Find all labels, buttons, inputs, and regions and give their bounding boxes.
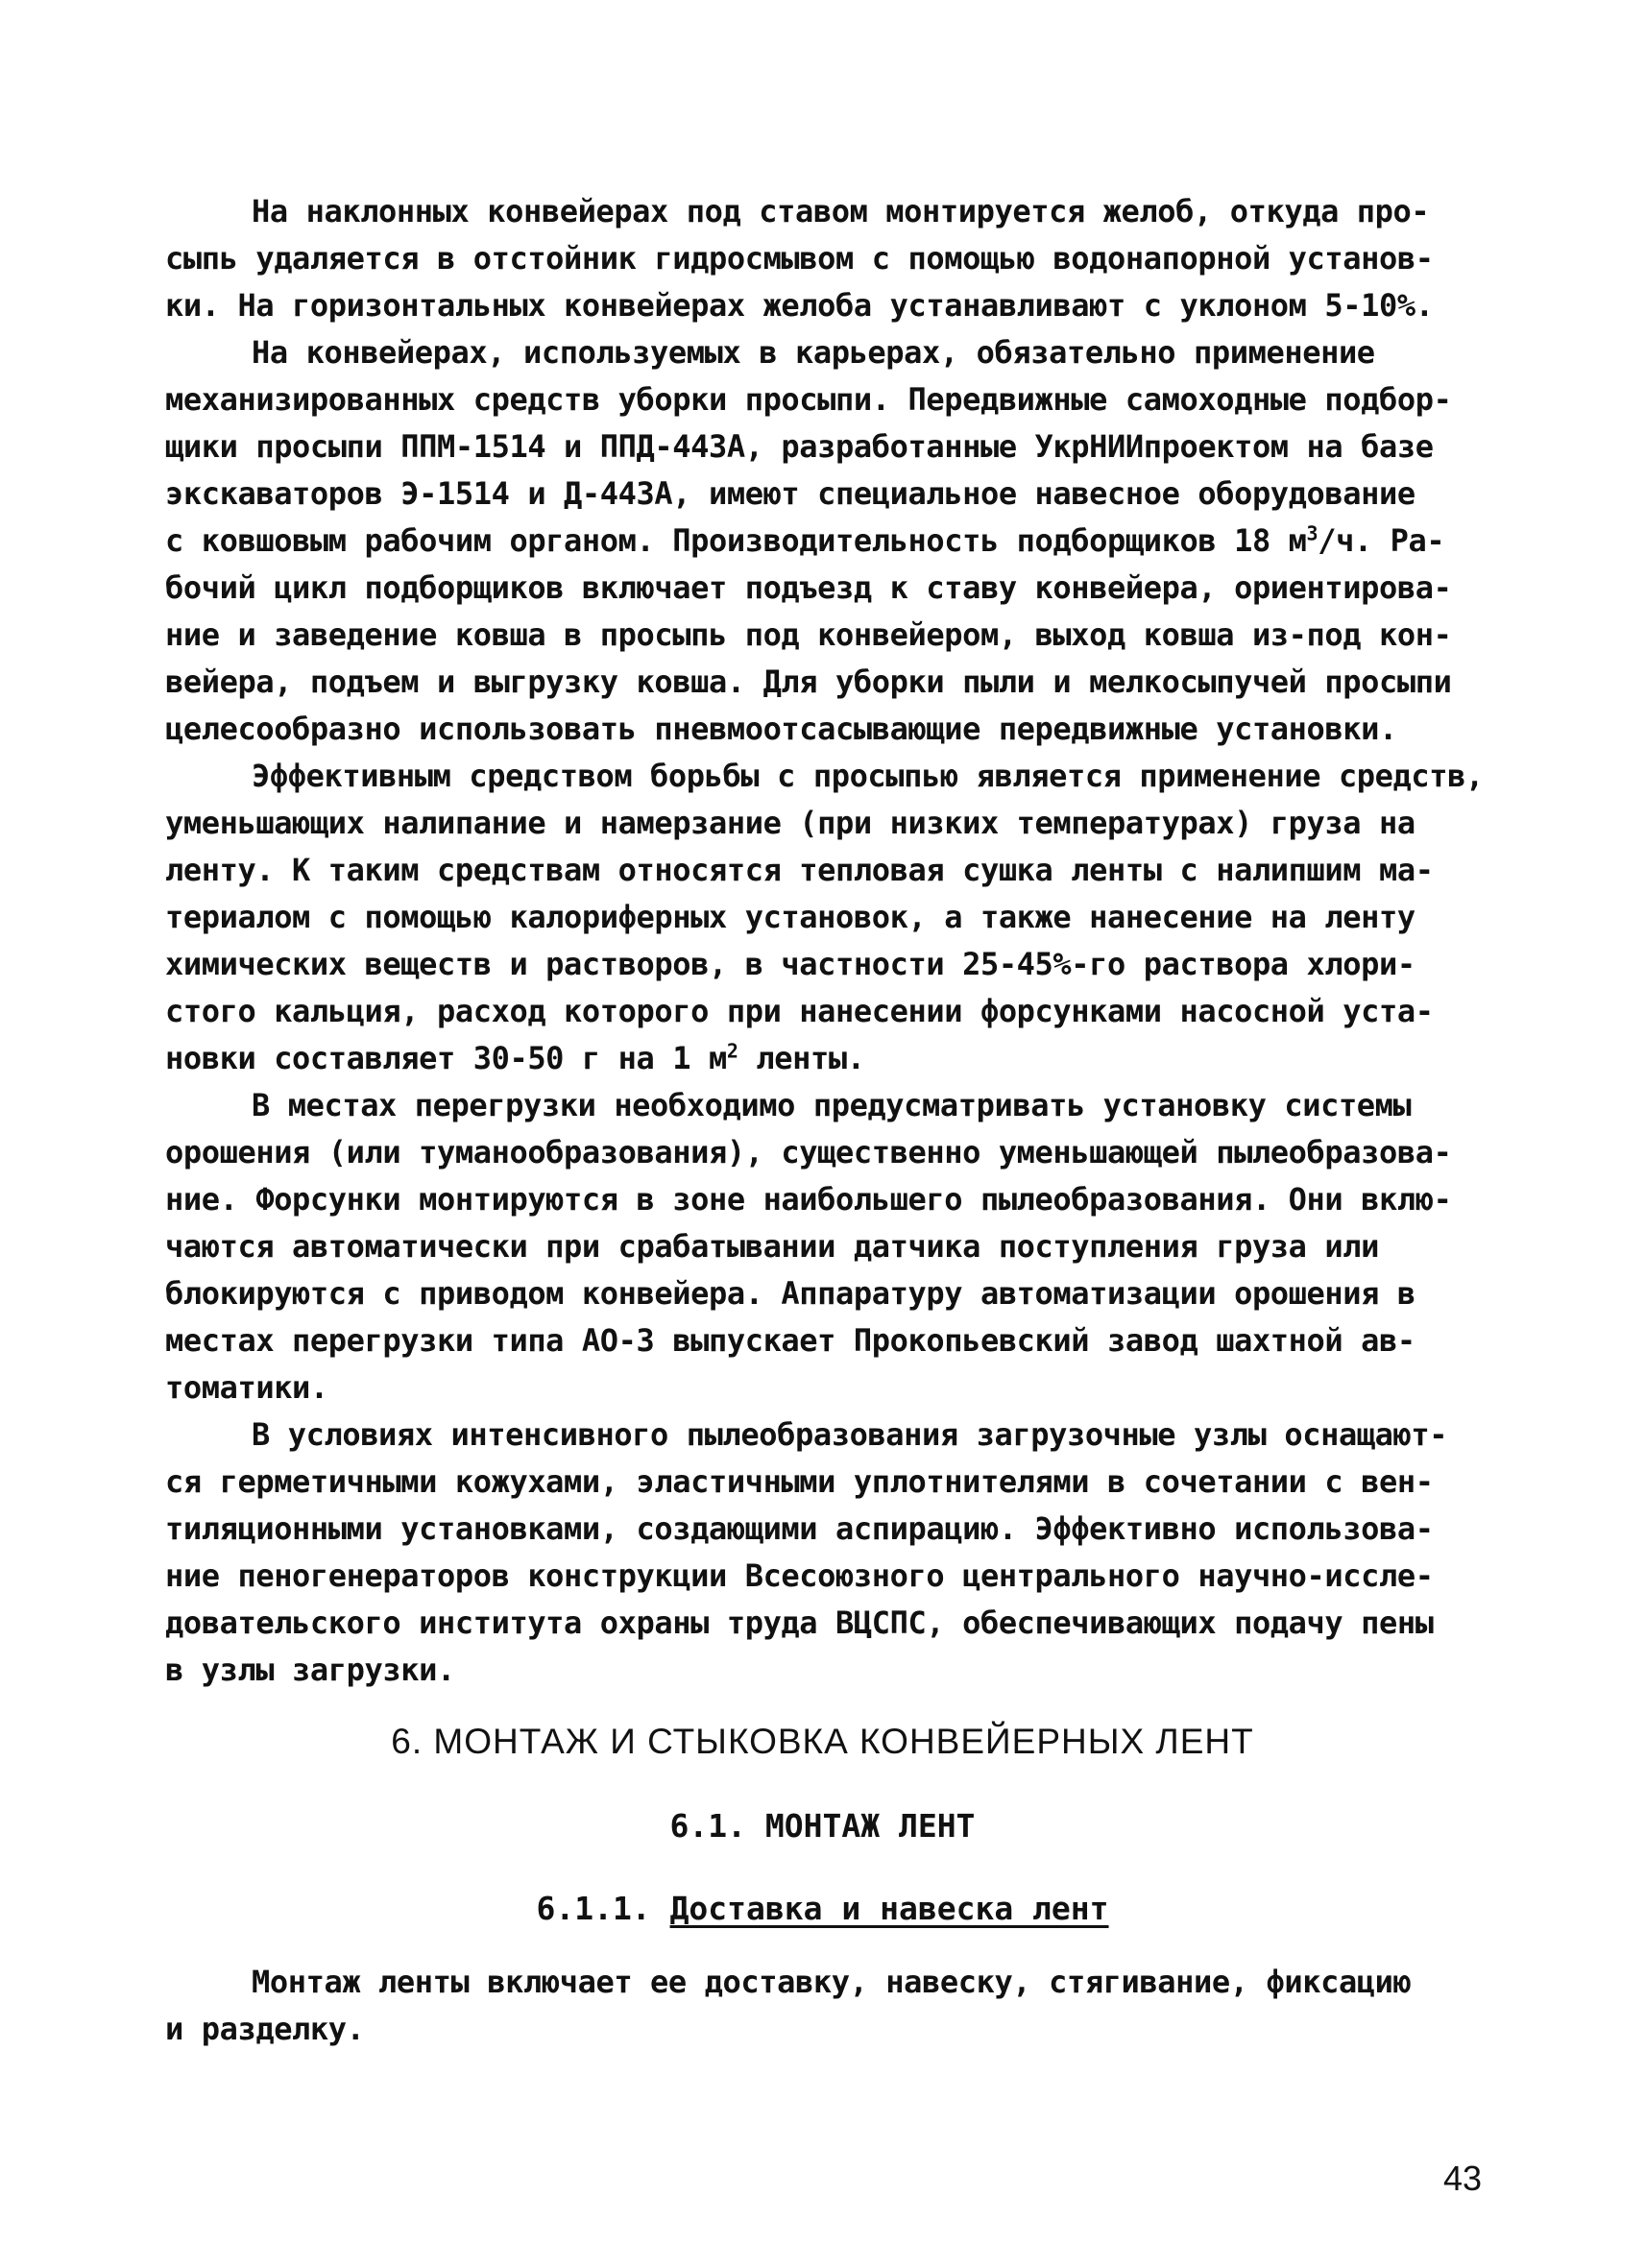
text-fragment: с ковшовым рабочим органом. Производительность подборщиков 18 м [165,522,1307,559]
text-line: ние и заведение ковша в просыпь под конвейером, выход ковша из-под кон- [165,616,1452,653]
heading-title: Доставка и навеска лент [669,1890,1109,1927]
text-line: ние пеногенераторов конструкции Всесоюзного центрального научно-иссле- [165,1557,1434,1594]
final-paragraph [165,1959,1529,2053]
paragraph-2 [165,329,1529,753]
text-line: тиляционными установками, создающими аспирацию. Эффективно использова- [165,1510,1434,1547]
text-line: ленту. К таким средствам относятся тепловая сушка ленты с налипшим ма- [165,852,1434,888]
subsubsection-heading [0,1890,1645,1927]
paragraph-5 [165,1411,1529,1694]
text-line: вейера, подъем и выгрузку ковша. Для уборки пыли и мелкосыпучей просыпи [165,664,1452,700]
text-line: и разделку. [165,2011,365,2047]
text-line: На наклонных конвейерах под ставом монтируется желоб, откуда про- [252,193,1430,229]
text-fragment: ленты. [738,1040,865,1076]
text-line: На конвейерах, используемых в карьерах, обязательно применение [252,334,1375,371]
paragraph-4 [165,1082,1529,1411]
text-fragment: новки составляет 30-50 г на 1 м [165,1040,727,1076]
section-heading: 6. МОНТАЖ И СТЫКОВКА КОНВЕЙЕРНЫХ ЛЕНТ [391,1722,1254,1761]
text-line: орошения (или туманообразования), существенно уменьшающей пылеобразова- [165,1134,1452,1170]
text-line: щики просыпи ППМ-1514 и ППД-443А, разработанные УкрНИИпроектом на базе [165,428,1434,465]
text-line-with-unit [165,518,1529,565]
text-line: ки. На горизонтальных конвейерах желоба устанавливают с уклоном 5-10%. [165,287,1434,324]
text-line: блокируются с приводом конвейера. Аппаратуру автоматизации орошения в [165,1275,1415,1312]
text-line: териалом с помощью калориферных установок, а также нанесение на ленту [165,899,1415,935]
text-line: В местах перегрузки необходимо предусматривать установку системы [252,1087,1412,1123]
paragraph-1 [165,188,1529,329]
text-line: химических веществ и растворов, в частности 25-45%-го раствора хлори- [165,946,1415,982]
text-line: бочий цикл подборщиков включает подъезд к ставу конвейера, ориентирова- [165,569,1452,606]
text-line: стого кальция, расход которого при нанесении форсунками насосной уста- [165,993,1434,1029]
text-line: Монтаж ленты включает ее доставку, навеску, стягивание, фиксацию [252,1964,1412,2000]
text-line: уменьшающих налипание и намерзание (при низких температурах) груза на [165,805,1415,841]
text-line: чаются автоматически при срабатывании датчика поступления груза или [165,1228,1379,1265]
text-line-with-unit [165,1035,1529,1082]
text-line: В условиях интенсивного пылеобразования загрузочные узлы оснащают- [252,1416,1448,1453]
text-line: довательского института охраны труда ВЦСПС, обеспечивающих подачу пены [165,1604,1434,1641]
paragraph-3 [165,753,1529,1082]
page-number: 43 [1442,2159,1482,2198]
text-line: ся герметичными кожухами, эластичными уплотнителями в сочетании с вен- [165,1463,1434,1500]
text-line: целесообразно использовать пневмоотсасывающие передвижные установки. [165,711,1397,747]
body-text [165,188,1529,1694]
subsection-heading: 6.1. МОНТАЖ ЛЕНТ [669,1807,976,1845]
text-line: томатики. [165,1369,328,1406]
text-line: Эффективным средством борьбы с просыпью является применение средств, [252,758,1484,794]
text-line: сыпь удаляется в отстойник гидросмывом с помощью водонапорной установ- [165,240,1434,277]
text-fragment: /ч. Ра- [1318,522,1445,559]
text-line: ние. Форсунки монтируются в зоне наибольшего пылеобразования. Они вклю- [165,1181,1452,1218]
superscript: 3 [1306,521,1318,545]
text-line: в узлы загрузки. [165,1652,455,1688]
heading-number: 6.1.1. [536,1890,651,1927]
text-line: экскаваторов Э-1514 и Д-443А, имеют специальное навесное оборудование [165,475,1415,512]
text-line: местах перегрузки типа АО-3 выпускает Прокопьевский завод шахтной ав- [165,1322,1415,1359]
text-line: механизированных средств уборки просыпи. Передвижные самоходные подбор- [165,381,1452,418]
superscript: 2 [726,1039,738,1063]
